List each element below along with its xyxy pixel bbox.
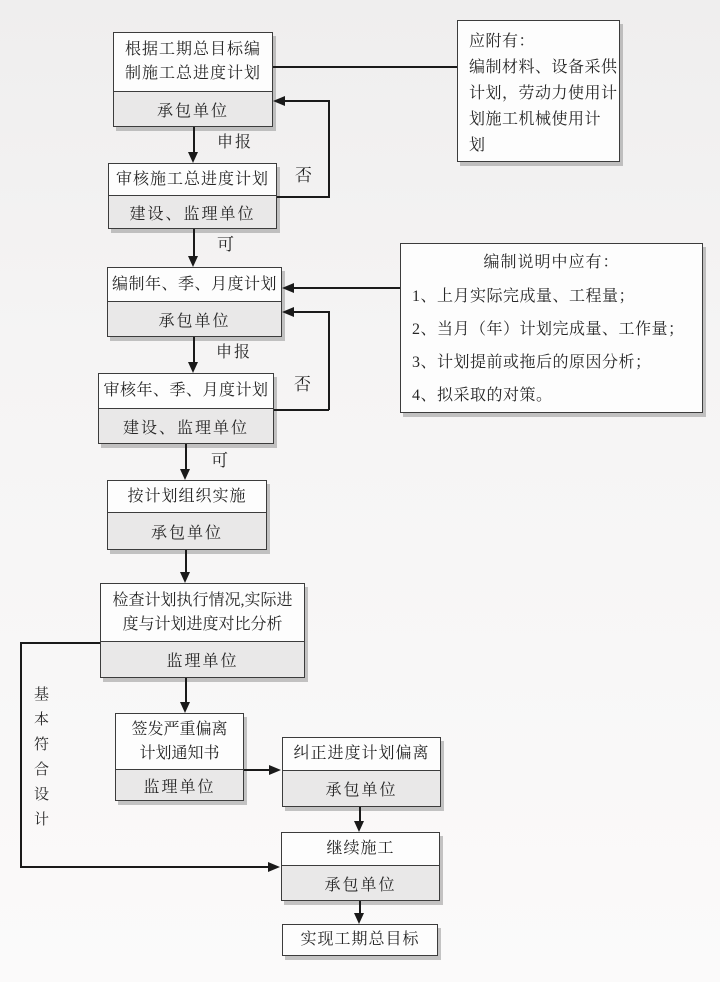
edge-label-basically-conforms: 基本符合设计 xyxy=(32,686,48,836)
connector-n6-n7 xyxy=(185,678,187,702)
edge-label-ok-1: 可 xyxy=(217,235,236,254)
node-check-plan-execution xyxy=(100,583,305,678)
note-item: 1、上月实际完成量、工程量； xyxy=(412,288,636,305)
node-title: 实现工期总目标 xyxy=(300,931,420,948)
connector-conform-bottom xyxy=(20,866,268,868)
connector-conform-top xyxy=(20,642,100,644)
connector-n7-n8 xyxy=(244,769,269,771)
node-review-periodic-plans xyxy=(98,373,274,444)
node-unit: 监理单位 xyxy=(101,641,304,677)
arrowhead-down-icon xyxy=(180,572,190,583)
note-line: 计划，劳动力使用计 xyxy=(469,85,618,102)
edge-label-report-2: 申报 xyxy=(216,344,253,361)
note-line: 划 xyxy=(469,137,486,154)
node-title: 按计划组织实施 xyxy=(127,487,247,505)
note-explanation-requirements xyxy=(400,243,703,413)
node-title: 审核施工总进度计划 xyxy=(115,170,269,188)
connector-conform-down xyxy=(20,642,22,868)
node-title: 编制年、季、月度计划 xyxy=(111,275,277,293)
note-item: 3、计划提前或拖后的原因分析； xyxy=(412,354,652,371)
note-line: 应附有： xyxy=(469,33,536,50)
node-achieve-duration-goal xyxy=(282,924,438,956)
note-title: 编制说明中应有： xyxy=(483,254,620,271)
connector-n1-attachments xyxy=(273,66,457,68)
note-line: 划施工机械使用计 xyxy=(469,111,602,128)
node-title: 根据工期总目标编制施工总进度计划 xyxy=(124,41,261,82)
arrowhead-right-icon xyxy=(269,765,281,775)
edge-label-ok-2: 可 xyxy=(211,451,230,470)
edge-label-no-2: 否 xyxy=(294,375,313,394)
note-item: 2、当月（年）计划完成量、工作量； xyxy=(412,321,685,338)
arrowhead-right-icon xyxy=(268,862,280,872)
connector-n8-n9 xyxy=(359,807,361,821)
edge-label-report-1: 申报 xyxy=(217,134,254,151)
note-line: 编制材料、设备采供 xyxy=(469,59,618,76)
connector-n1-n2 xyxy=(193,127,195,152)
node-review-master-schedule xyxy=(108,163,277,229)
connector-no-loop2-out xyxy=(274,409,329,411)
node-issue-deviation-notice xyxy=(115,713,244,801)
node-unit: 建设、监理单位 xyxy=(109,195,276,228)
connector-n5-n6 xyxy=(185,550,187,572)
arrowhead-down-icon xyxy=(188,362,198,373)
node-unit: 监理单位 xyxy=(116,769,243,800)
node-implement-per-plan xyxy=(107,480,267,550)
node-title: 签发严重偏离计划通知书 xyxy=(131,720,228,762)
node-continue-construction xyxy=(281,832,440,901)
connector-no-loop2-in xyxy=(294,311,329,313)
connector-n2-n3 xyxy=(193,229,195,256)
node-title: 继续施工 xyxy=(326,840,395,857)
connector-no-loop1-in xyxy=(285,100,329,102)
arrowhead-down-icon xyxy=(180,702,190,713)
edge-label-no-1: 否 xyxy=(295,166,314,185)
note-attachments xyxy=(457,20,620,162)
connector-n3-n4 xyxy=(193,337,195,362)
node-correct-plan-deviation xyxy=(282,737,441,807)
node-compile-periodic-plans xyxy=(107,267,282,337)
note-item: 4、拟采取的对策。 xyxy=(412,387,553,404)
connector-no-loop1-out xyxy=(277,196,329,198)
arrowhead-left-icon xyxy=(273,96,285,106)
node-compile-master-schedule xyxy=(113,32,273,127)
arrowhead-down-icon xyxy=(188,152,198,163)
arrowhead-down-icon xyxy=(180,469,190,480)
node-unit: 承包单位 xyxy=(108,301,281,336)
arrowhead-down-icon xyxy=(354,913,364,924)
connector-explanation-n3 xyxy=(294,287,400,289)
node-unit: 承包单位 xyxy=(282,865,439,900)
arrowhead-down-icon xyxy=(188,256,198,267)
node-title: 审核年、季、月度计划 xyxy=(103,382,269,399)
arrowhead-down-icon xyxy=(354,821,364,832)
node-unit: 承包单位 xyxy=(114,91,272,126)
node-title: 纠正进度计划偏离 xyxy=(293,745,430,762)
arrowhead-left-icon xyxy=(282,283,294,293)
node-unit: 建设、监理单位 xyxy=(99,408,273,443)
connector-n4-n5 xyxy=(185,444,187,469)
node-title: 检查计划执行情况,实际进度与计划进度对比分析 xyxy=(112,591,293,633)
connector-n9-n10 xyxy=(359,901,361,913)
node-unit: 承包单位 xyxy=(283,770,440,806)
node-unit: 承包单位 xyxy=(108,512,266,549)
connector-no-loop1-up xyxy=(328,100,330,198)
arrowhead-left-icon xyxy=(282,307,294,317)
connector-no-loop2-up xyxy=(328,311,330,410)
